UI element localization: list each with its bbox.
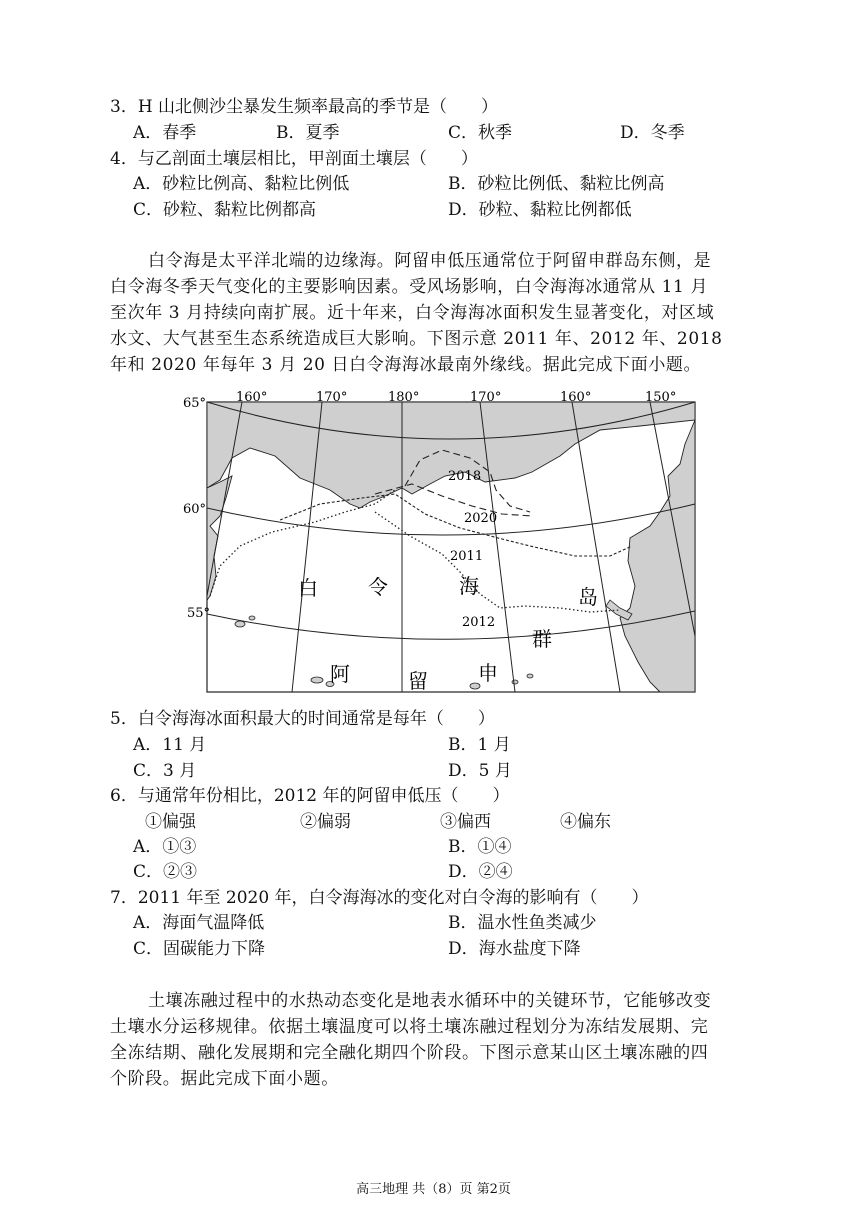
lon-label-2: 170° — [316, 390, 348, 405]
aleutian-char-liu: 留 — [408, 669, 428, 693]
q7-stem: 7．2011 年至 2020 年，白令海海冰的变化对白令海的影响有（ ） — [110, 888, 649, 908]
lat-label-55: 55° — [187, 606, 211, 621]
q4-option-d: D．砂粒、黏粒比例都低 — [448, 200, 632, 220]
islands-char-qun: 群 — [532, 627, 552, 651]
q6-item-4: ④偏东 — [560, 812, 611, 832]
aleutian-char-shen: 申 — [478, 661, 498, 685]
q6-item-1: ①偏强 — [145, 812, 196, 832]
q6-option-b: B．①④ — [448, 837, 512, 857]
q6-stem: 6．与通常年份相比，2012 年的阿留申低压（ ） — [110, 786, 510, 806]
lat-label-60: 60° — [183, 502, 207, 517]
q7-option-c: C．固碳能力下降 — [133, 939, 266, 959]
land-aleutian-1 — [311, 677, 323, 683]
q4-option-b: B．砂粒比例低、黏粒比例高 — [448, 174, 665, 194]
ice-label-2012: 2012 — [462, 615, 496, 630]
lon-label-1: 160° — [236, 390, 268, 405]
q3-stem: 3．H 山北侧沙尘暴发生频率最高的季节是（ ） — [110, 97, 499, 117]
bering-passage-line-2: 白令海冬季天气变化的主要影响因素。受风场影响，白令海海冰通常从 11 月 — [110, 277, 709, 297]
sea-char-bai: 白 — [298, 576, 318, 600]
land-st-lawrence — [235, 621, 245, 627]
q5-option-d: D．5 月 — [448, 761, 512, 781]
ice-label-2020: 2020 — [464, 511, 498, 526]
q4-stem: 4．与乙剖面土壤层相比，甲剖面土壤层（ ） — [110, 149, 478, 169]
sea-char-ling: 令 — [368, 575, 388, 599]
q5-option-a: A．11 月 — [133, 735, 207, 755]
q6-item-3: ③偏西 — [440, 812, 491, 832]
q5-option-b: B．1 月 — [448, 735, 511, 755]
soil-passage-line-3: 全冻结期、融化发展期和完全融化期四个阶段。下图示意某山区土壤冻融的四 — [110, 1043, 709, 1063]
lon-label-5: 160° — [560, 390, 592, 405]
lon-label-3: 180° — [388, 390, 420, 405]
q6-item-2: ②偏弱 — [300, 812, 351, 832]
soil-passage-line-1: 土壤冻融过程中的水热动态变化是地表水循环中的关键环节，它能够改变 — [148, 991, 712, 1011]
bering-passage-line-3: 至次年 3 月持续向南扩展。近十年来，白令海海冰面积发生显著变化，对区域 — [110, 303, 715, 323]
ice-label-2018: 2018 — [448, 469, 482, 484]
soil-passage-line-2: 土壤水分运移规律。依据土壤温度可以将土壤冻融过程划分为冻结发展期、完 — [110, 1017, 709, 1037]
q3-option-c: C．秋季 — [448, 123, 513, 143]
lon-label-6: 150° — [645, 390, 677, 405]
land-islet — [249, 616, 255, 620]
ice-label-2011: 2011 — [450, 549, 484, 564]
soil-passage-line-4: 个阶段。据此完成下面小题。 — [110, 1069, 339, 1089]
sea-char-hai: 海 — [459, 574, 479, 598]
q6-option-d: D．②④ — [448, 862, 513, 882]
lat-label-65: 65° — [183, 396, 207, 411]
q4-option-c: C．砂粒、黏粒比例都高 — [133, 200, 317, 220]
aleutian-char-a: 阿 — [330, 662, 350, 686]
bering-sea-ice-map — [180, 386, 700, 696]
q7-option-d: D．海水盐度下降 — [448, 939, 581, 959]
lon-label-4: 170° — [470, 390, 502, 405]
q3-option-b: B．夏季 — [276, 123, 340, 143]
bering-passage-line-5: 年和 2020 年每年 3 月 20 日白令海海冰最南外缘线。据此完成下面小题。 — [110, 355, 702, 375]
q5-option-c: C．3 月 — [133, 761, 197, 781]
q7-option-a: A．海面气温降低 — [133, 913, 265, 933]
q6-option-a: A．①③ — [133, 837, 197, 857]
q4-option-a: A．砂粒比例高、黏粒比例低 — [133, 174, 350, 194]
land-aleutian-5 — [527, 674, 533, 678]
q6-option-c: C．②③ — [133, 862, 198, 882]
q3-option-d: D．冬季 — [620, 123, 685, 143]
land-aleutian-4 — [512, 680, 518, 684]
bering-passage-line-4: 水文、大气甚至生态系统造成巨大影响。下图示意 2011 年、2012 年、2018 — [110, 329, 723, 349]
islands-char-dao: 岛 — [578, 585, 598, 609]
bering-passage-line-1: 白令海是太平洋北端的边缘海。阿留申低压通常位于阿留申群岛东侧，是 — [148, 251, 712, 271]
q3-option-a: A．春季 — [133, 123, 197, 143]
page-footer: 高三地理 共（8）页 第2页 — [356, 1182, 511, 1197]
q7-option-b: B．温水性鱼类减少 — [448, 913, 597, 933]
q5-stem: 5．白令海海冰面积最大的时间通常是每年（ ） — [110, 709, 495, 729]
